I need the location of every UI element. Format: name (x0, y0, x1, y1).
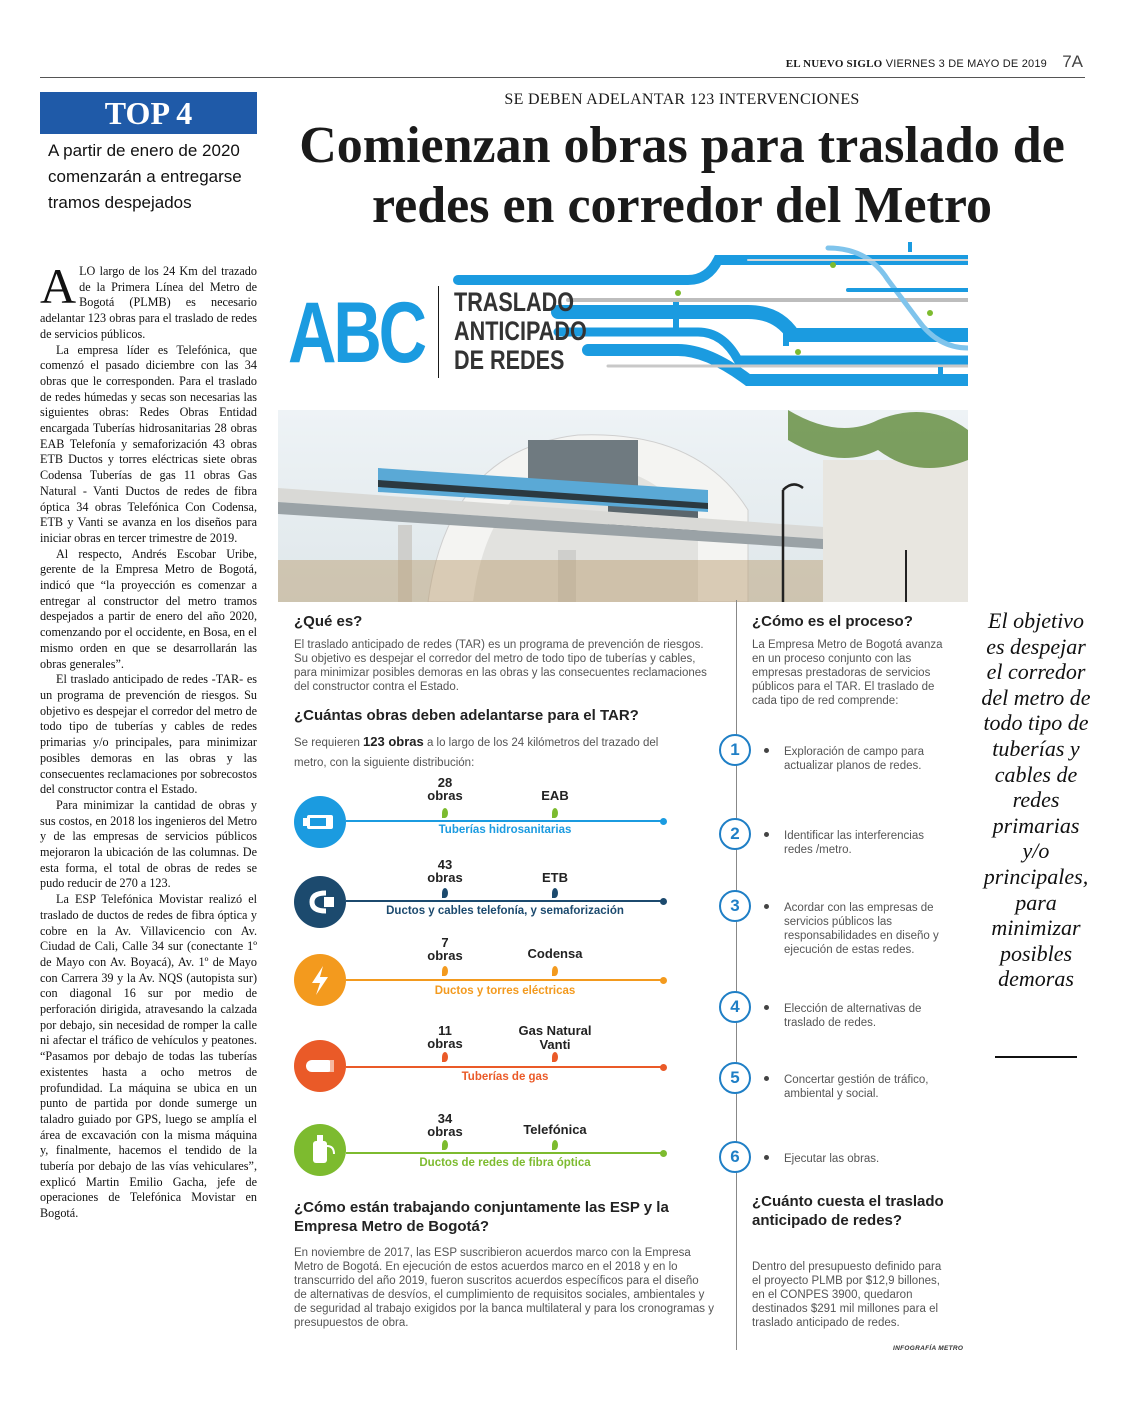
page-number: 7A (1062, 52, 1083, 71)
row-label: Tuberías de gas (461, 1071, 549, 1083)
masthead (40, 52, 1085, 78)
step-bullet (764, 904, 769, 909)
cuantas-text: Se requieren 123 obras a lo largo de los 24 kilómetros del trazado del metro, con la siguiente distribución: (294, 734, 659, 769)
location-pin-icon (552, 1052, 558, 1062)
article-paragraph: La ESP Telefónica Movistar realizó el traslado de ductos de redes de fibra óptica y cobre en la Av. Villavicencio con Av. Ciudad de Cali, Calle 34 sur (conectante 1º de Mayo con Av. Boyacá), Av. 1º de Mayo con Carrera 39 y la Av. NQS (autopista sur) con diagonal 16 sur por medio de perforación dirigida, atravesando la calzada por debajo, sin necesidad de romper la calle ni afectar el tráfico de vehículos y peatones. “Pasamos por debajo de todas las tuberías existentes hasta a ocho metros de profundidad. La máquina se ubica en un punto de partida por donde sumerge un taladro guiado por GPS, luego se amplía el área de excavación con la misma máquina y, finalmente, hacemos el tendido de la tubería por debajo de las vías vehiculares”, explicó Martin Emilio Gacha, jefe de operaciones de Telefónica Movistar en Bogotá. (40, 892, 257, 1221)
location-pin-icon (442, 1052, 448, 1062)
section-tag: TOP 4 (40, 92, 257, 134)
timeline-line (736, 600, 737, 1350)
pull-quote-rule (995, 1056, 1077, 1058)
article-paragraph: La empresa líder es Telefónica, que comenzó el pasado diciembre con las 34 obras que le corresponden. Para el traslado de redes húmedas y secas son necesarias las siguientes obras: Redes Obras Entidad encargada Tuberías hidrosanitarias 28 obras EAB Telefonía y semaforización 43 obras ETB Ductos y torres eléctricas siete obras Codensa Tuberías de gas 11 obras Gas Natural - Vanti Ductos de redes de fibra óptica 34 obras Telefónica Con Codensa, ETB y Vanti se avanza en los diseños para iniciar obras en tercer trimestre de 2019. (40, 342, 257, 545)
headline: Comienzan obras para traslado de redes en corredor del Metro (299, 117, 1065, 234)
que-es-title: ¿Qué es? (294, 613, 363, 630)
row-count: 11 obras (427, 1023, 463, 1051)
abc-subtitle: TRASLADO ANTICIPADO DE REDES (454, 287, 587, 375)
abc-title: ABC (288, 285, 424, 381)
row-line (346, 1066, 664, 1068)
location-pin-icon (442, 966, 448, 976)
divider (438, 286, 439, 378)
row-entity: Telefónica (523, 1122, 587, 1137)
cuesta-title: ¿Cuánto cuesta el traslado anticipado de redes? (752, 1193, 944, 1229)
row-line (346, 820, 664, 822)
drop-cap: A (40, 258, 77, 314)
step-bullet (764, 832, 769, 837)
step-number: 6 (719, 1141, 751, 1173)
row-count: 43 obras (427, 857, 463, 885)
row-count: 28 obras (427, 775, 463, 803)
article-paragraph: El traslado anticipado de redes -TAR- es un programa de prevención de riesgos. Su objetivo es despejar el corredor del metro de todo tipo de tuberías y cables de redes primarias y/o principales, para minimizar posibles demoras en las obras y las consecuentes reclamaciones por sobrecostos del constructor contra el Estado. (40, 672, 257, 797)
cuantas-title: ¿Cuántas obras deben adelantarse para el TAR? (294, 707, 639, 724)
step-number: 3 (719, 890, 751, 922)
proceso-text: La Empresa Metro de Bogotá avanza en un proceso conjunto con las empresas prestadoras de servicios públicos para el TAR. El traslado de cada tipo de red comprende: (752, 639, 943, 707)
trabajando-text: En noviembre de 2017, las ESP suscribieron acuerdos marco con la Empresa Metro de Bogotá. En ejecución de estos acuerdos marco en el 2018 y en lo transcurrido del año 2019, fueron suscritos acuerdos específicos para el diseño de alternativas de desvíos, el cumplimiento de requisitos sociales, ambientales y de seguridad al trabajo exigidos por la banca multilateral y para los cronogramas y presupuestos de obra. (294, 1247, 714, 1329)
step-number: 1 (719, 734, 751, 766)
location-pin-icon (552, 888, 558, 898)
lead-summary: A partir de enero de 2020 comenzarán a entregarse tramos despejados (48, 141, 242, 212)
infographic-credit: INFOGRAFÍA METRO (893, 1345, 964, 1352)
gas-pipe-icon (294, 1040, 346, 1092)
row-line (346, 900, 664, 902)
step-text: Identificar las interferencias redes /metro. (784, 830, 924, 856)
row-entity: ETB (542, 870, 568, 885)
step-text: Exploración de campo para actualizar planos de redes. (784, 746, 924, 772)
step-number: 2 (719, 818, 751, 850)
cuesta-text: Dentro del presupuesto definido para el proyecto PLMB por $12,9 billones, en el CONPES 3900, quedaron destinados $291 mil millones para el traslado anticipado de redes. (752, 1261, 942, 1329)
step-bullet (764, 1076, 769, 1081)
cable-icon (294, 876, 346, 928)
row-entity: Gas Natural Vanti (518, 1023, 592, 1052)
row-count: 7 obras (427, 935, 463, 963)
issue-date: VIERNES 3 DE MAYO DE 2019 (885, 58, 1047, 70)
article-paragraph: Para minimizar la cantidad de obras y sus costos, en 2018 los ingenieros del Metro y de las empresas de servicios públicos mejoraron la ubicación de las columnas. De esta forma, el total de obras de redes se pudo reducir de 270 a 123. (40, 797, 257, 891)
row-dot (660, 977, 667, 984)
row-entity: Codensa (527, 946, 583, 961)
pull-quote: El objetivo es despejar el corredor del metro de todo tipo de tuberías y cables de redes primarias y/o principales, para minimizar posibles demoras (981, 608, 1091, 992)
kicker: SE DEBEN ADELANTAR 123 INTERVENCIONES (504, 91, 860, 108)
step-text: Acordar con las empresas de servicios públicos las responsabilidades en diseño y ejecución de estas redes. (784, 902, 939, 956)
location-pin-icon (442, 888, 448, 898)
row-label: Tuberías hidrosanitarias (438, 824, 572, 836)
location-pin-icon (552, 1140, 558, 1150)
lightning-icon (294, 954, 346, 1006)
step-text: Elección de alternativas de traslado de redes. (784, 1003, 922, 1029)
row-line (346, 1152, 664, 1154)
location-pin-icon (552, 966, 558, 976)
row-label: Ductos y torres eléctricas (434, 985, 576, 997)
row-line (346, 979, 664, 981)
row-entity: EAB (541, 788, 569, 803)
row-count: 34 obras (427, 1111, 463, 1139)
row-dot (660, 898, 667, 905)
trabajando-title: ¿Cómo están trabajando conjuntamente las ESP y la Empresa Metro de Bogotá? (294, 1199, 669, 1235)
article-body (40, 258, 257, 1222)
row-label: Ductos y cables telefonía, y semaforización (386, 905, 624, 917)
article-paragraph: ALO largo de los 24 Km del trazado de la Primera Línea del Metro de Bogotá (PLMB) es necesario adelantar 123 obras para el traslado de redes de servicios públicos. (40, 258, 257, 341)
step-bullet (764, 1155, 769, 1160)
step-bullet (764, 1005, 769, 1010)
location-pin-icon (552, 808, 558, 818)
metro-station-render (278, 410, 968, 602)
location-pin-icon (442, 1140, 448, 1150)
fiber-optic-icon (294, 1124, 346, 1176)
proceso-title: ¿Cómo es el proceso? (752, 613, 913, 630)
step-number: 4 (719, 991, 751, 1023)
step-bullet (764, 748, 769, 753)
publication-date (786, 58, 1047, 70)
article-paragraph: Al respecto, Andrés Escobar Uribe, gerente de la Empresa Metro de Bogotá, indicó que “la proyección es comenzar a entregar al constructor del metro tramos despejados a partir de enero del año 2020, comenzando por el occidente, en Bosa, en el mismo orden en que se desarrollarán las obras generales”. (40, 546, 257, 671)
water-pipe-icon (294, 796, 346, 848)
publication-name: EL NUEVO SIGLO (785, 58, 883, 70)
step-text: Concertar gestión de tráfico, ambiental y social. (784, 1074, 929, 1100)
row-dot (660, 1064, 667, 1071)
row-dot (660, 1150, 667, 1157)
step-text: Ejecutar las obras. (784, 1153, 880, 1165)
que-es-text: El traslado anticipado de redes (TAR) es un programa de prevención de riesgos. Su objetivo es despejar el corredor del metro de todo tipo de tuberías y cables, para minimizar posibles demoras en las obras y las consecuentes reclamaciones del constructor contra el Estado. (294, 639, 707, 693)
step-number: 5 (719, 1062, 751, 1094)
row-label: Ductos de redes de fibra óptica (419, 1157, 591, 1169)
location-pin-icon (442, 808, 448, 818)
